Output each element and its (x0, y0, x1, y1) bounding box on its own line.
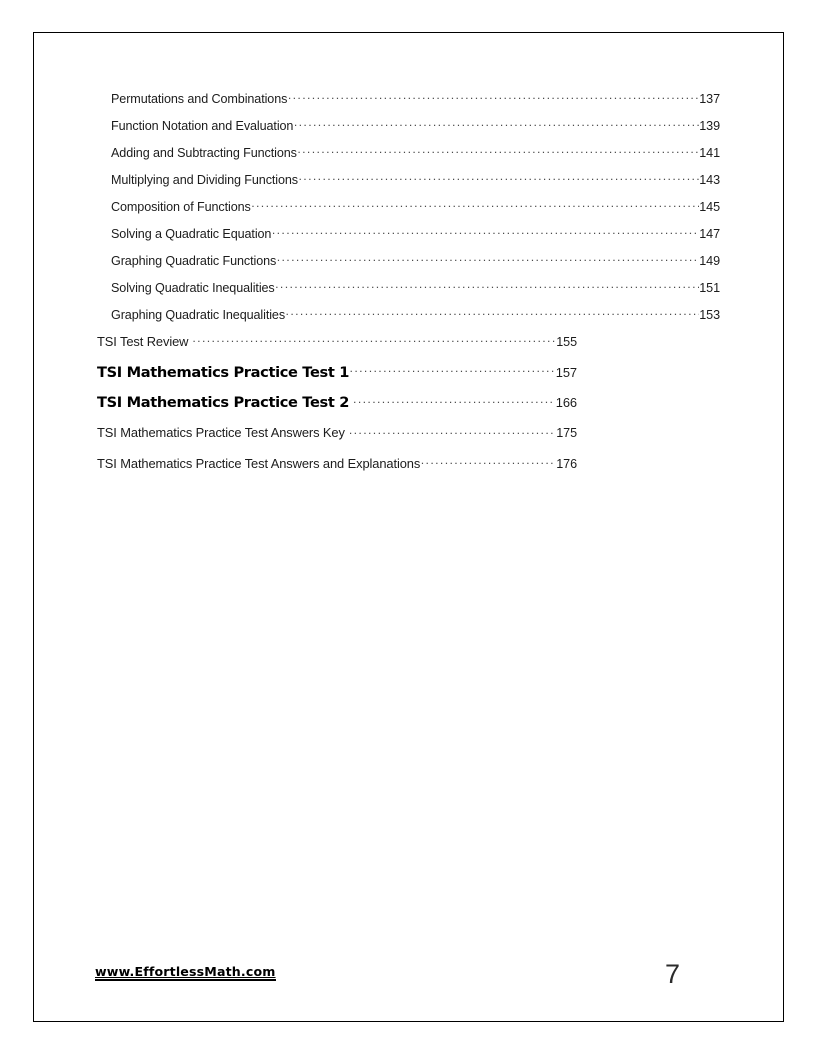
toc-entry-title: Graphing Quadratic Functions (111, 253, 277, 268)
toc-dot-leader (349, 425, 556, 438)
toc-entry-title: Solving Quadratic Inequalities (111, 280, 275, 295)
toc-dot-leader (353, 394, 555, 407)
page-number: 7 (665, 959, 681, 989)
toc-entry-page-number: 141 (699, 145, 720, 160)
toc-entry-page-number: 139 (699, 118, 720, 133)
toc-dot-leader (297, 144, 698, 157)
toc-dot-leader (299, 171, 699, 184)
toc-entry-title: TSI Mathematics Practice Test Answers Key (97, 425, 345, 441)
toc-dot-leader (350, 364, 556, 377)
toc-entry-page-number: 147 (699, 226, 720, 241)
toc-entry-title: TSI Mathematics Practice Test 2 (97, 394, 350, 411)
toc-entry[interactable] (34, 225, 783, 252)
toc-entry[interactable] (34, 198, 783, 225)
toc-entry-page-number: 153 (699, 307, 720, 322)
toc-entry-title: TSI Mathematics Practice Test 1 (97, 363, 350, 381)
toc-entry-title: Function Notation and Evaluation (111, 118, 294, 133)
toc-entry[interactable] (34, 333, 783, 364)
toc-dot-leader (286, 306, 699, 319)
toc-entry-page-number: 149 (699, 253, 720, 268)
toc-entry-title: TSI Test Review (97, 333, 189, 349)
toc-entry-title: Adding and Subtracting Functions (111, 145, 297, 160)
toc-entry-title: Multiplying and Dividing Functions (111, 172, 299, 187)
toc-entry-page-number: 175 (556, 426, 577, 441)
toc-dot-leader (294, 117, 699, 130)
toc-entry-page-number: 151 (699, 280, 720, 295)
toc-entry-page-number: 166 (555, 395, 577, 410)
toc-entry-title: Permutations and Combinations (111, 91, 288, 106)
toc-dot-leader (277, 252, 699, 265)
toc-entry-title: Composition of Functions (111, 199, 251, 214)
toc-entry[interactable] (34, 90, 783, 117)
page-footer (34, 931, 783, 1021)
toc-entry-title: Solving a Quadratic Equation (111, 226, 272, 241)
toc-entry-title: Graphing Quadratic Inequalities (111, 307, 286, 322)
toc-entry[interactable] (34, 144, 783, 171)
toc-group-sections (34, 90, 783, 333)
toc-entry[interactable] (34, 279, 783, 306)
toc-entry-page-number: 137 (699, 91, 720, 106)
toc-entry-page-number: 143 (699, 172, 720, 187)
toc-entry-page-number: 176 (556, 456, 577, 471)
toc-dot-leader (288, 90, 699, 103)
toc-entry-title: TSI Mathematics Practice Test Answers and Explanations (97, 455, 421, 471)
toc-entry-page-number: 155 (556, 334, 577, 349)
toc-dot-leader (272, 225, 699, 238)
toc-entry[interactable] (34, 306, 783, 333)
toc-entry[interactable] (34, 364, 783, 395)
toc-group-tests (34, 333, 783, 486)
table-of-contents (34, 90, 783, 486)
toc-dot-leader (421, 455, 556, 468)
footer-website-link[interactable]: www.EffortlessMath.com (95, 965, 276, 981)
toc-entry[interactable] (34, 425, 783, 456)
toc-entry[interactable] (34, 455, 783, 486)
toc-entry-page-number: 157 (555, 364, 577, 380)
toc-dot-leader (251, 198, 699, 211)
toc-entry-page-number: 145 (699, 199, 720, 214)
toc-entry[interactable] (34, 252, 783, 279)
page-frame (33, 32, 784, 1022)
toc-dot-leader (275, 279, 699, 292)
toc-entry[interactable] (34, 394, 783, 425)
toc-dot-leader (192, 333, 555, 346)
toc-entry[interactable] (34, 171, 783, 198)
toc-entry[interactable] (34, 117, 783, 144)
